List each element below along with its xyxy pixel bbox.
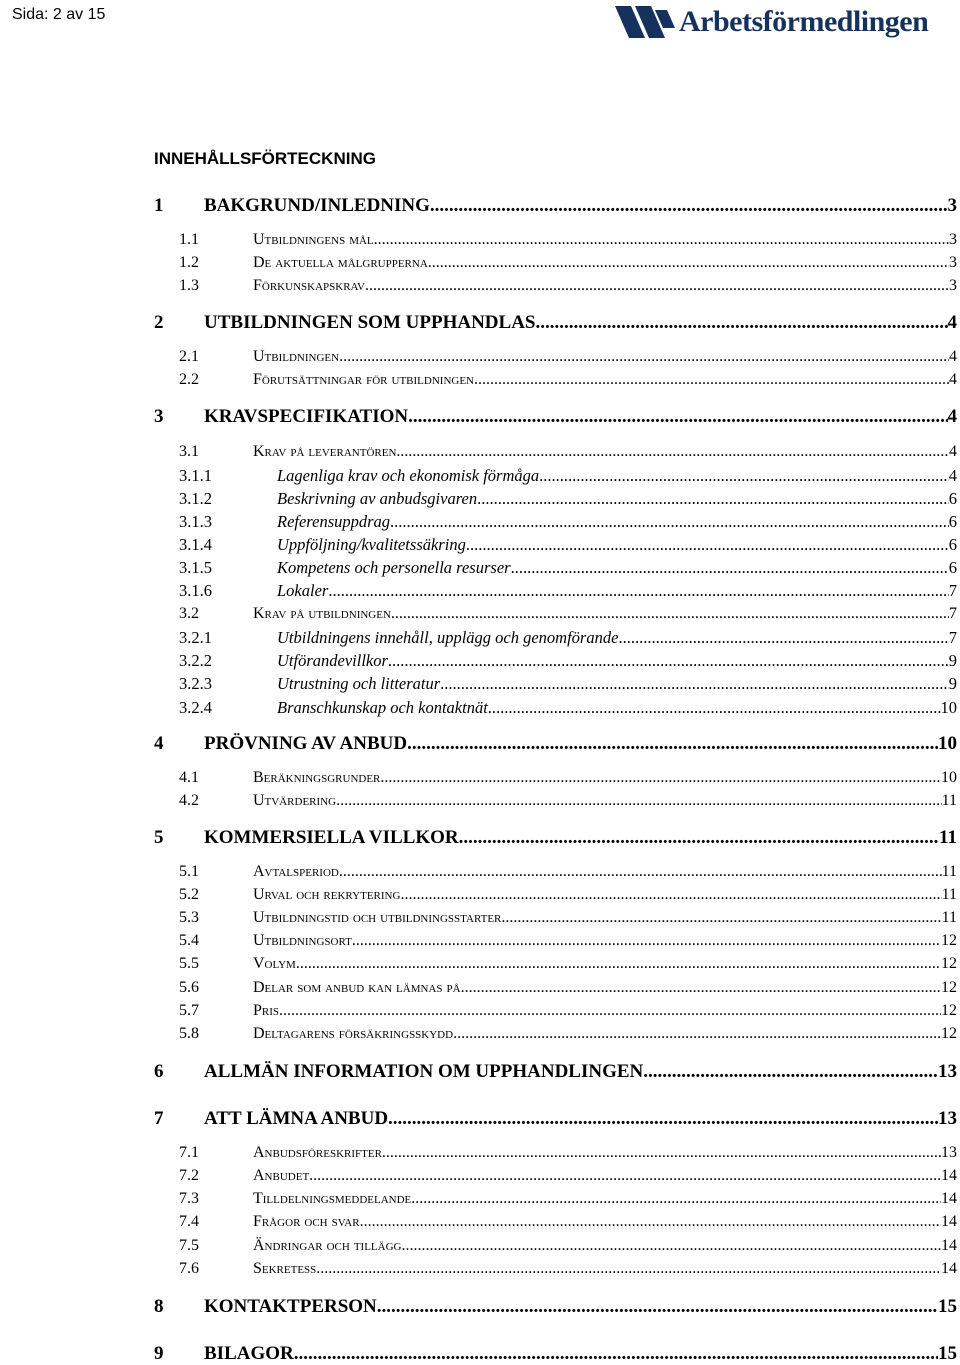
toc-entry-title: BILAGOR xyxy=(204,1343,294,1364)
toc-leader-dots xyxy=(440,674,949,694)
toc-entry-title: De aktuella målgrupperna xyxy=(253,254,428,271)
toc-entry-page: 3 xyxy=(949,277,957,294)
toc-entry[interactable] xyxy=(154,1167,957,1185)
toc-entry-number: 7.2 xyxy=(179,1167,199,1184)
toc-leader-dots xyxy=(430,195,948,217)
toc-leader-dots xyxy=(388,651,949,671)
toc-entry-number: 3 xyxy=(154,406,164,427)
toc-entry[interactable] xyxy=(154,651,957,671)
toc-entry-title: BAKGRUND/INLEDNING xyxy=(204,195,430,216)
toc-leader-dots xyxy=(352,932,941,950)
toc-entry-page: 4 xyxy=(947,312,957,333)
toc-entry-page: 6 xyxy=(948,535,957,554)
toc-entry-page: 12 xyxy=(941,979,957,996)
toc-leader-dots xyxy=(336,792,942,810)
toc-entry-title: Utförandevillkor xyxy=(277,651,388,670)
toc-entry-page: 4 xyxy=(949,443,957,460)
toc-leader-dots xyxy=(474,371,949,389)
toc-entry-number: 3.1.1 xyxy=(179,466,212,485)
toc-leader-dots xyxy=(539,466,949,486)
toc-entry-page: 12 xyxy=(941,955,957,972)
toc-entry[interactable] xyxy=(154,674,957,694)
toc-entry-title: Utbildningens mål xyxy=(253,231,374,248)
toc-entry[interactable] xyxy=(154,277,957,295)
toc-entry-title: Anbudsföreskrifter xyxy=(253,1144,382,1161)
toc-entry-title: Kompetens och personella resurser xyxy=(277,558,511,577)
toc-entry-page: 14 xyxy=(941,1260,957,1277)
toc-entry-title: Pris xyxy=(253,1002,280,1019)
toc-entry[interactable] xyxy=(154,489,957,509)
toc-entry-title: UTBILDNINGEN SOM UPPHANDLAS xyxy=(204,312,536,333)
toc-leader-dots xyxy=(377,1296,938,1318)
toc-entry[interactable] xyxy=(154,406,957,428)
toc-entry-page: 15 xyxy=(938,1343,957,1364)
toc-entry[interactable] xyxy=(154,254,957,272)
toc-entry-number: 5.4 xyxy=(179,932,199,949)
toc-entry-page: 14 xyxy=(941,1213,957,1230)
toc-entry-title: Utbildningsort xyxy=(253,932,352,949)
toc-entry-number: 3.2.3 xyxy=(179,674,212,693)
toc-entry-page: 12 xyxy=(941,1025,957,1042)
toc-entry-title: Avtalsperiod xyxy=(253,863,339,880)
toc-entry-number: 7.3 xyxy=(179,1190,199,1207)
toc-entry-number: 5.5 xyxy=(179,955,199,972)
toc-leader-dots xyxy=(428,254,949,272)
toc-entry-page: 10 xyxy=(940,698,957,717)
toc-leader-dots xyxy=(296,955,941,973)
toc-leader-dots xyxy=(408,406,947,428)
toc-entry[interactable] xyxy=(154,792,957,810)
toc-entry[interactable] xyxy=(154,231,957,249)
toc-entry-title: KONTAKTPERSON xyxy=(204,1296,377,1317)
toc-entry[interactable] xyxy=(154,1213,957,1231)
page-number: Sida: 2 av 15 xyxy=(12,6,106,23)
toc-leader-dots xyxy=(477,489,949,509)
toc-entry-title: Beskrivning av anbudsgivaren xyxy=(277,489,478,508)
toc-leader-dots xyxy=(374,231,949,249)
toc-leader-dots xyxy=(618,628,948,648)
toc-entry-number: 7 xyxy=(154,1108,164,1129)
toc-entry[interactable] xyxy=(154,195,957,217)
toc-entry-page: 6 xyxy=(948,558,957,577)
toc-entry-title: Frågor och svar xyxy=(253,1213,360,1230)
toc-leader-dots xyxy=(407,733,938,755)
toc-entry-number: 1.3 xyxy=(179,277,199,294)
toc-entry-number: 3.1.5 xyxy=(179,558,212,577)
toc-entry-page: 3 xyxy=(949,231,957,248)
toc-entry-page: 9 xyxy=(948,651,957,670)
toc-entry-page: 4 xyxy=(948,466,957,485)
toc-entry-page: 12 xyxy=(941,1002,957,1019)
toc-entry-number: 3.1.3 xyxy=(179,512,212,531)
toc-entry[interactable] xyxy=(154,769,957,787)
toc-leader-dots xyxy=(459,827,939,849)
toc-entry-page: 11 xyxy=(941,886,957,903)
toc-entry[interactable] xyxy=(154,932,957,950)
toc-entry-number: 4.2 xyxy=(179,792,199,809)
toc-entry-page: 7 xyxy=(948,628,957,647)
toc-entry-number: 5.8 xyxy=(179,1025,199,1042)
toc-entry-title: KRAVSPECIFIKATION xyxy=(204,406,409,427)
toc-leader-dots xyxy=(511,558,949,578)
toc-entry-title: Lagenliga krav och ekonomisk förmåga xyxy=(277,466,540,485)
toc-leader-dots xyxy=(390,512,949,532)
toc-leader-dots xyxy=(380,769,941,787)
toc-title: INNEHÅLLSFÖRTECKNING xyxy=(154,149,376,168)
toc-entry[interactable] xyxy=(154,955,957,973)
toc-entry[interactable] xyxy=(154,863,957,881)
toc-entry-title: Krav på utbildningen xyxy=(253,605,391,622)
toc-entry-page: 10 xyxy=(941,769,957,786)
toc-entry-title: ATT LÄMNA ANBUD xyxy=(204,1108,389,1129)
toc-entry-number: 3.1.6 xyxy=(179,581,212,600)
toc-entry[interactable] xyxy=(154,1190,957,1208)
toc-entry-number: 5.1 xyxy=(179,863,199,880)
toc-entry-title: Branschkunskap och kontaktnät xyxy=(277,698,488,717)
toc-entry-title: Utbildningens innehåll, upplägg och genomförande xyxy=(277,628,619,647)
toc-leader-dots xyxy=(328,581,948,601)
toc-entry-title: PRÖVNING AV ANBUD xyxy=(204,733,408,754)
toc-entry-page: 14 xyxy=(941,1190,957,1207)
toc-entry-page: 4 xyxy=(949,348,957,365)
toc-entry[interactable] xyxy=(154,312,957,334)
toc-entry-number: 5.2 xyxy=(179,886,199,903)
toc-entry-title: Utbildningstid och utbildningsstarter xyxy=(253,909,502,926)
toc-leader-dots xyxy=(402,1237,942,1255)
toc-entry-page: 4 xyxy=(949,371,957,388)
toc-leader-dots xyxy=(643,1061,938,1083)
toc-entry-title: Urval och rekrytering xyxy=(253,886,401,903)
toc-entry-number: 7.5 xyxy=(179,1237,199,1254)
toc-leader-dots xyxy=(535,312,947,334)
toc-entry[interactable] xyxy=(154,443,957,461)
toc-leader-dots xyxy=(388,1108,938,1130)
toc-entry-number: 7.6 xyxy=(179,1260,199,1277)
toc-entry-title: Utrustning och litteratur xyxy=(277,674,441,693)
toc-entry-number: 1.1 xyxy=(179,231,199,248)
toc-entry-title: Uppföljning/kvalitetssäkring xyxy=(277,535,466,554)
toc-entry[interactable] xyxy=(154,886,957,904)
toc-leader-dots xyxy=(466,535,949,555)
toc-entry-page: 12 xyxy=(941,932,957,949)
toc-entry[interactable] xyxy=(154,581,957,601)
toc-entry-number: 7.4 xyxy=(179,1213,199,1230)
toc-entry-title: Förutsättningar för utbildningen xyxy=(253,371,474,388)
toc-entry[interactable] xyxy=(154,698,957,718)
toc-entry-number: 7.1 xyxy=(179,1144,199,1161)
toc-entry-number: 2 xyxy=(154,312,164,333)
toc-entry-title: Volym xyxy=(253,955,296,972)
toc-entry-page: 3 xyxy=(949,254,957,271)
toc-leader-dots xyxy=(365,277,949,295)
toc-entry[interactable] xyxy=(154,733,957,755)
toc-entry-page: 9 xyxy=(948,674,957,693)
toc-leader-dots xyxy=(461,979,941,997)
toc-entry-number: 9 xyxy=(154,1343,164,1364)
toc-entry[interactable] xyxy=(154,1002,957,1020)
toc-entry-number: 5.3 xyxy=(179,909,199,926)
toc-entry[interactable] xyxy=(154,1237,957,1255)
toc-leader-dots xyxy=(382,1144,941,1162)
toc-leader-dots xyxy=(453,1025,941,1043)
toc-entry[interactable] xyxy=(154,1144,957,1162)
toc-entry-number: 8 xyxy=(154,1296,164,1317)
toc-entry-page: 11 xyxy=(941,863,957,880)
toc-entry-page: 11 xyxy=(941,909,957,926)
toc-entry[interactable] xyxy=(154,1343,957,1365)
toc-entry-page: 11 xyxy=(939,827,957,848)
toc-entry-title: Deltagarens försäkringsskydd xyxy=(253,1025,454,1042)
toc-entry-number: 5 xyxy=(154,827,164,848)
toc-entry-title: Förkunskapskrav xyxy=(253,277,366,294)
toc-leader-dots xyxy=(279,1002,941,1020)
toc-entry-page: 10 xyxy=(938,733,957,754)
toc-entry-number: 2.2 xyxy=(179,371,199,388)
toc-entry-title: Lokaler xyxy=(277,581,329,600)
toc-entry-page: 15 xyxy=(938,1296,957,1317)
toc-entry-number: 3.2.1 xyxy=(179,628,212,647)
toc-entry-title: Anbudet xyxy=(253,1167,310,1184)
toc-entry-title: Utbildningen xyxy=(253,348,340,365)
toc-entry-number: 2.1 xyxy=(179,348,199,365)
toc-entry[interactable] xyxy=(154,909,957,927)
page-header xyxy=(0,0,960,50)
toc-entry-page: 14 xyxy=(941,1167,957,1184)
toc-entry-title: Sekretess xyxy=(253,1260,317,1277)
toc-entry-number: 3.1 xyxy=(179,443,199,460)
toc-entry-page: 6 xyxy=(948,512,957,531)
toc-leader-dots xyxy=(309,1167,941,1185)
toc-entry[interactable] xyxy=(154,605,957,623)
toc-entry-title: Tilldelningsmeddelande xyxy=(253,1190,412,1207)
toc-entry-page: 11 xyxy=(941,792,957,809)
toc-entry-title: Beräkningsgrunder xyxy=(253,769,381,786)
arbetsformedlingen-logo xyxy=(615,0,928,44)
toc-entry-number: 5.7 xyxy=(179,1002,199,1019)
toc-entry[interactable] xyxy=(154,1108,957,1130)
toc-entry-number: 6 xyxy=(154,1061,164,1082)
toc-entry-title: KOMMERSIELLA VILLKOR xyxy=(204,827,459,848)
toc-leader-dots xyxy=(294,1343,938,1365)
toc-entry-number: 3.1.2 xyxy=(179,489,212,508)
toc-entry-page: 7 xyxy=(948,581,957,600)
toc-entry-page: 13 xyxy=(941,1144,957,1161)
toc-entry[interactable] xyxy=(154,348,957,366)
toc-entry[interactable] xyxy=(154,466,957,486)
toc-entry-title: Referensuppdrag xyxy=(277,512,391,531)
logo-mark-icon xyxy=(615,6,675,38)
toc-entry-number: 5.6 xyxy=(179,979,199,996)
toc-entry-title: Krav på leverantören xyxy=(253,443,397,460)
toc-entry[interactable] xyxy=(154,512,957,532)
toc-entry[interactable] xyxy=(154,1296,957,1318)
toc-leader-dots xyxy=(501,909,941,927)
toc-entry-number: 3.2.2 xyxy=(179,651,212,670)
logo-text: Arbetsförmedlingen xyxy=(679,5,929,38)
toc-leader-dots xyxy=(396,443,949,461)
toc-leader-dots xyxy=(391,605,949,623)
toc-entry-number: 3.1.4 xyxy=(179,535,212,554)
toc-entry-page: 7 xyxy=(949,605,957,622)
toc-entry[interactable] xyxy=(154,827,957,849)
toc-entry-number: 1.2 xyxy=(179,254,199,271)
toc-entry[interactable] xyxy=(154,979,957,997)
toc-leader-dots xyxy=(316,1260,941,1278)
toc-entry[interactable] xyxy=(154,1025,957,1043)
toc-entry-title: ALLMÄN INFORMATION OM UPPHANDLINGEN xyxy=(204,1061,644,1082)
toc-entry-title: Utvärdering xyxy=(253,792,337,809)
toc-entry-number: 3.2.4 xyxy=(179,698,212,717)
toc-leader-dots xyxy=(360,1213,941,1231)
toc-leader-dots xyxy=(488,698,941,718)
toc-entry-number: 1 xyxy=(154,195,164,216)
toc-leader-dots xyxy=(400,886,941,904)
toc-entry-page: 6 xyxy=(948,489,957,508)
toc-entry[interactable] xyxy=(154,371,957,389)
toc-entry-number: 3.2 xyxy=(179,605,199,622)
toc-entry-number: 4.1 xyxy=(179,769,199,786)
toc-entry-title: Ändringar och tillägg xyxy=(253,1237,402,1254)
toc-entry-page: 3 xyxy=(947,195,957,216)
toc-entry-page: 13 xyxy=(938,1061,957,1082)
toc-leader-dots xyxy=(339,348,949,366)
toc-entry[interactable] xyxy=(154,1061,957,1083)
toc-entry-page: 4 xyxy=(947,406,957,427)
toc-entry[interactable] xyxy=(154,535,957,555)
toc-entry-page: 13 xyxy=(938,1108,957,1129)
toc-entry[interactable] xyxy=(154,1260,957,1278)
toc-entry-number: 4 xyxy=(154,733,164,754)
toc-entry-page: 14 xyxy=(941,1237,957,1254)
toc-leader-dots xyxy=(411,1190,941,1208)
toc-leader-dots xyxy=(339,863,942,881)
toc-entry[interactable] xyxy=(154,628,957,648)
toc-entry[interactable] xyxy=(154,558,957,578)
toc-entry-title: Delar som anbud kan lämnas på xyxy=(253,979,461,996)
